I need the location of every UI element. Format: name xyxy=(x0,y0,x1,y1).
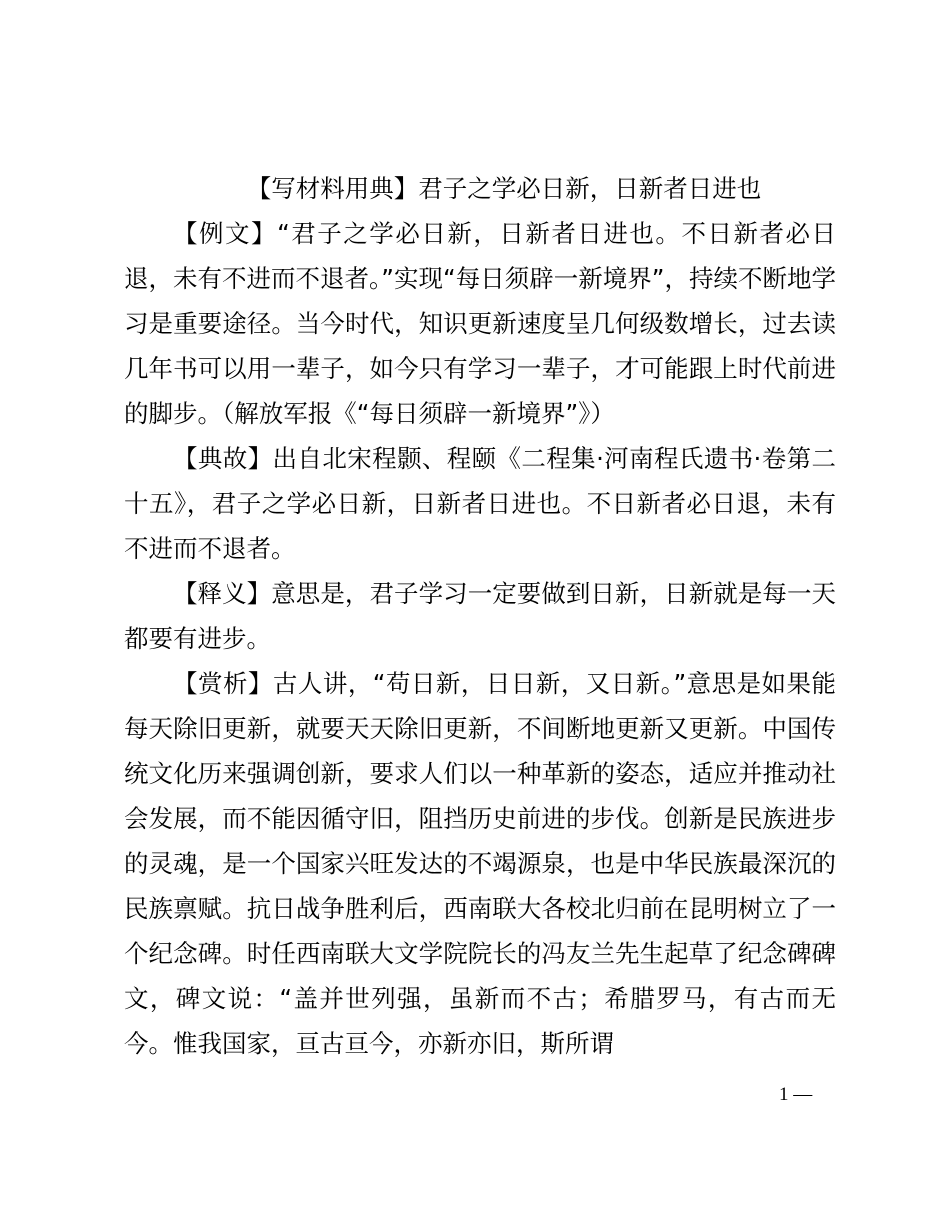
paragraph-example xyxy=(124,211,836,436)
paragraph-text: 出自北宋程颢、程颐《二程集·河南程氏遗书·卷第二十五》，君子之学必日新，日新者日进也。不日新者必日退，未有不进而不退者。 xyxy=(124,444,836,563)
paragraph-tag: 【例文】 xyxy=(173,219,278,248)
paragraph-allusion xyxy=(124,436,836,571)
paragraph-text: 古人讲，“苟日新，日日新，又日新。”意思是如果能每天除旧更新，就要天天除旧更新，不间断地更新又更新。中国传统文化历来强调创新，要求人们以一种革新的姿态，适应并推动社会发展，而不能因循守旧，阻挡历史前进的步伐。创新是民族进步的灵魂，是一个国家兴旺发达的不竭源泉，也是中华民族最深沉的民族禀赋。抗日战争胜利后，西南联大各校北归前在昆明树立了一个纪念碑。时任西南联大文学院院长的冯友兰先生起草了纪念碑碑文，碑文说：“盖并世列强，虽新而不古；希腊罗马，有古而无今。惟我国家，亘古亘今，亦新亦旧，斯所谓 xyxy=(124,669,836,1058)
paragraph-tag: 【释义】 xyxy=(173,579,272,608)
paragraph-tag: 【赏析】 xyxy=(173,669,273,698)
paragraph-text: “君子之学必日新，日新者日进也。不日新者必日退，未有不进而不退者。”实现“每日须辟一新境界”，持续不断地学习是重要途径。当今时代，知识更新速度呈几何级数增长，过去读几年书可以用一辈子，如今只有学习一辈子，才可能跟上时代前进的脚步。（解放军报《“每日须辟一新境界”》） xyxy=(124,219,837,428)
document-body xyxy=(124,166,836,1066)
paragraph-meaning xyxy=(124,571,836,661)
paragraph-text: 意思是，君子学习一定要做到日新，日新就是每一天都要有进步。 xyxy=(124,579,837,653)
paragraph-analysis xyxy=(124,661,836,1066)
paragraph-tag: 【典故】 xyxy=(173,444,273,473)
page-number: 1 — xyxy=(779,1084,813,1105)
document-title: 【写材料用典】君子之学必日新，日新者日进也 xyxy=(246,174,762,203)
